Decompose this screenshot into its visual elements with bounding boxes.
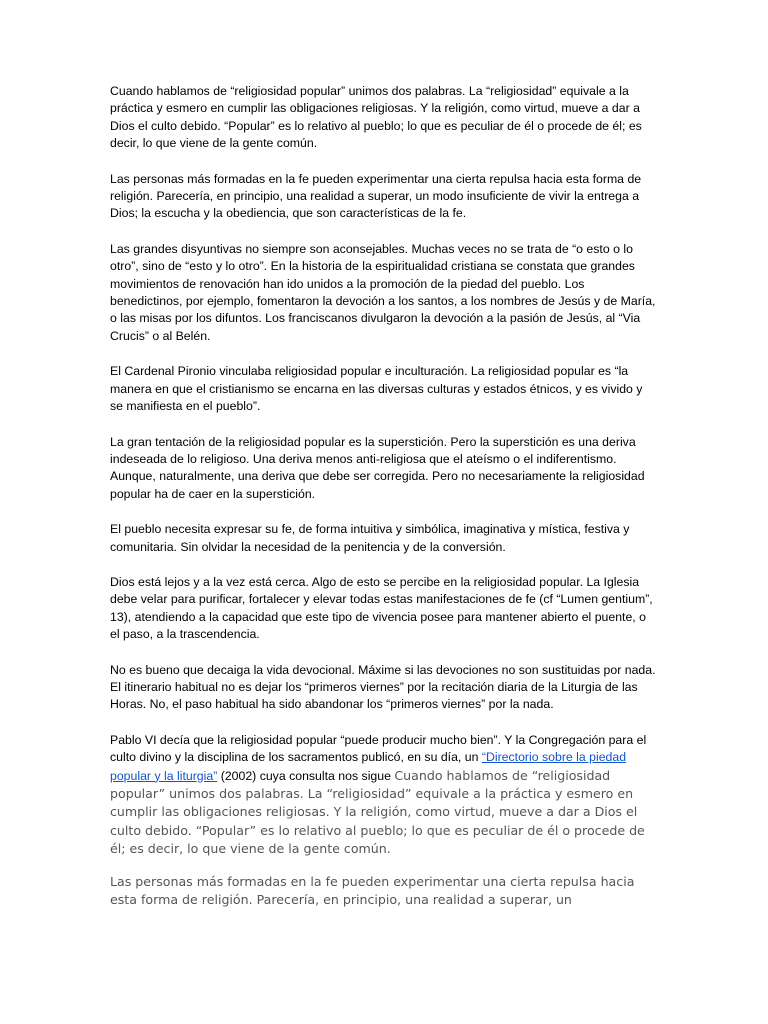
- paragraph-6: El pueblo necesita expresar su fe, de forma intuitiva y simbólica, imaginativa y mística, festiva y comunitaria. Sin olvidar la necesidad de la penitencia y de la conversión.: [110, 522, 630, 554]
- paragraph-3: Las grandes disyuntivas no siempre son aconsejables. Muchas veces no se trata de “o esto o lo otro”, sino de “esto y lo otro”. En la historia de la espiritualidad cristiana se constata que grandes movimientos de renovación han ido unidos a la promoción de la piedad del pueblo. Los benedictinos, por ejemplo, fomentaron la devoción a los santos, a los nombres de Jesús y de María, o las misas por los difuntos. Los franciscanos divulgaron la devoción a la pasión de Jesús, al “Via Crucis” o al Belén.: [110, 241, 656, 343]
- directorio-link[interactable]: “Directorio sobre la piedad popular y la liturgia”: [110, 750, 627, 783]
- paragraph-4: El Cardenal Pironio vinculaba religiosidad popular e inculturación. La religiosidad popular es “la manera en que el cristianismo se encarna en las diversas culturas y estados étnicos, y es vivido y se manifiesta en el pueblo”.: [110, 364, 643, 414]
- document-page: [110, 83, 658, 908]
- repeated-paragraph-2: Las personas más formadas en la fe pueden experimentar una cierta repulsa hacia esta forma de religión. Parecería, en principio, una realidad a superar, un: [110, 873, 635, 907]
- paragraph-5: La gran tentación de la religiosidad popular es la superstición. Pero la superstición es una deriva indeseada de lo religioso. Una deriva menos anti-religiosa que el ateísmo o el indiferentismo. Aunque, naturalmente, una deriva que debe ser corregida. Pero no necesariamente la religiosidad popular ha de caer en la superstición.: [110, 434, 645, 501]
- paragraph-8: No es bueno que decaiga la vida devocional. Máxime si las devociones no son sustituidas por nada. El itinerario habitual no es dejar los “primeros viernes” por la recitación diaria de la Liturgia de las Horas. No, el paso habitual ha sido abandonar los “primeros viernes” por la nada.: [110, 662, 656, 712]
- paragraph-9-text: Pablo VI decía que la religiosidad popular “puede producir mucho bien”. Y la Congregación para el culto divino y la disciplina de los sacramentos publicó, en su día, un: [110, 732, 647, 765]
- paragraph-9-after-link: (2002) cuya consulta nos sigue: [217, 768, 395, 783]
- paragraph-2: Las personas más formadas en la fe pueden experimentar una cierta repulsa hacia esta forma de religión. Parecería, en principio, una realidad a superar, un modo insuficiente de vivir la entrega a Dios; la escucha y la obediencia, que son características de la fe.: [110, 171, 642, 221]
- paragraph-1: Cuando hablamos de “religiosidad popular” unimos dos palabras. La “religiosidad” equivale a la práctica y esmero en cumplir las obligaciones religiosas. Y la religión, como virtud, mueve a dar a Dios el culto debido. “Popular” es lo relativo al pueblo; lo que es peculiar de él o procede de él; es decir, lo que viene de la gente común.: [110, 84, 642, 151]
- repeated-paragraph-text: Cuando hablamos de “religiosidad popular” unimos dos palabras. La “religiosidad” equivale a la práctica y esmero en cumplir las obligaciones religiosas. Y la religión, como virtud, mueve a dar a Dios el culto debido. “Popular” es lo relativo al pueblo; lo que es peculiar de él o procede de él; es decir, lo que viene de la gente común.: [110, 767, 645, 857]
- paragraph-7: Dios está lejos y a la vez está cerca. Algo de esto se percibe en la religiosidad popular. La Iglesia debe velar para purificar, fortalecer y elevar todas estas manifestaciones de fe (cf “Lumen gentium”, 13), atendiendo a la capacidad que este tipo de vivencia posee para mantener abierto el puente, o el paso, a la trascendencia.: [110, 574, 653, 642]
- paragraph-9: [110, 732, 658, 859]
